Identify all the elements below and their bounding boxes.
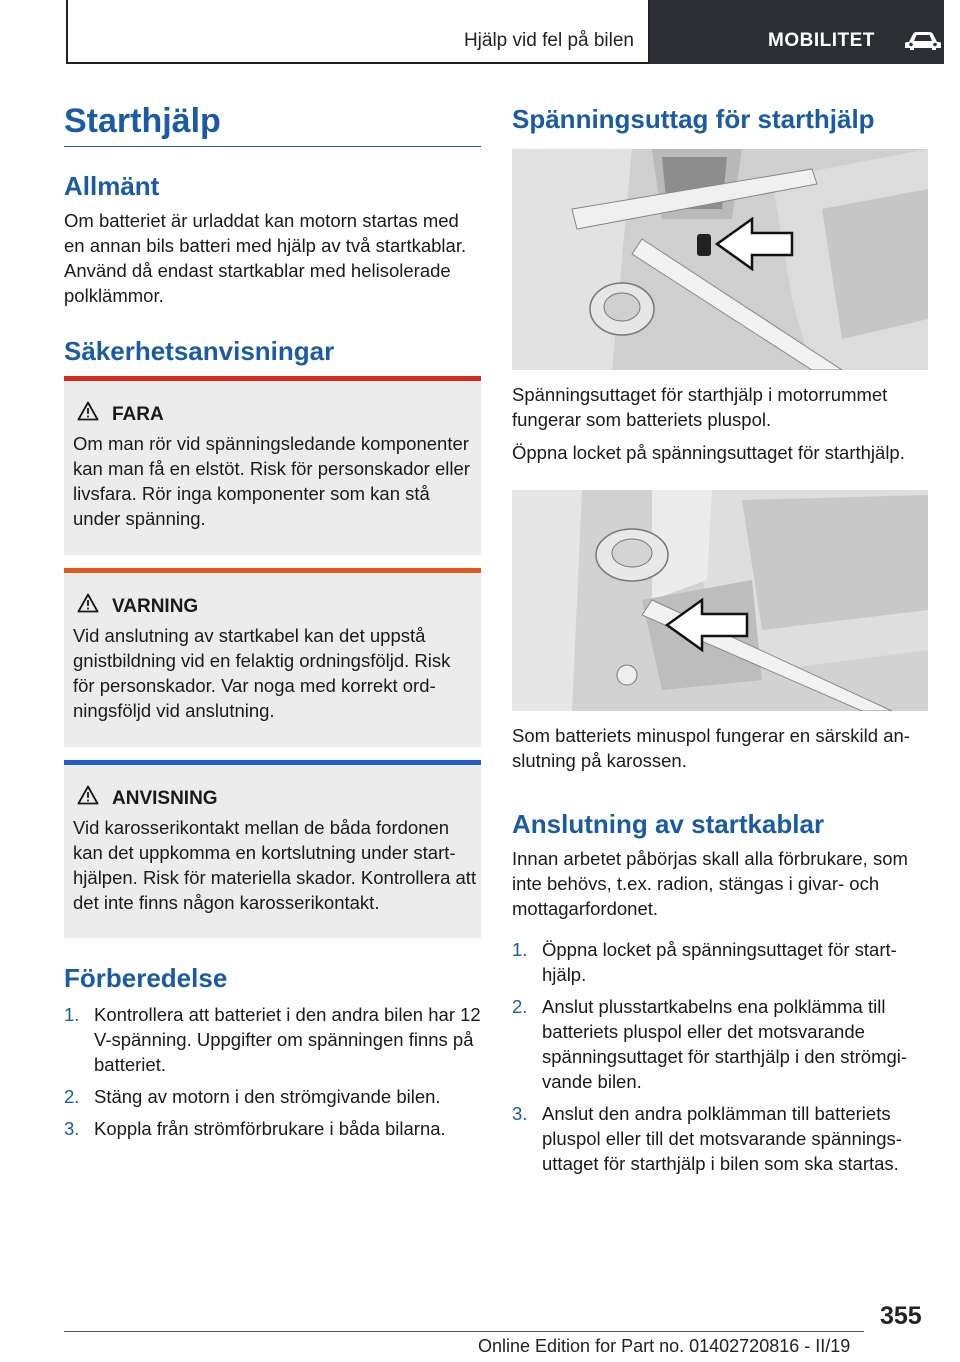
connect-steps-list [512,937,928,1183]
prep-steps-list [64,1002,481,1148]
warning-bar-notice [64,760,481,765]
list-item: 1. Öppna locket på spänningsuttaget för starthjälp. [512,939,897,985]
header-chapter-title: MOBILITET [768,30,875,51]
warning-triangle-icon [77,593,99,613]
engine-illustration [512,490,928,711]
warning-label-caution: VARNING [112,596,199,617]
warning-text-caution: Vid anslutning av startkabel kan det uppstå gnistbildning vid en felaktig ordningsföljd. Risk för personskador. Var noga med korrekt ordningsföljd vid anslutning. [73,625,451,721]
list-item: 1. Kontrollera att batteriet i den andra bilen har 12 V-spänning. Uppgifter om spänningen finns på batteriet. [64,1004,481,1075]
connect-intro-text: Innan arbetet påbörjas skall alla förbrukare, som inte behövs, t.ex. radion, stängas i givar- och mottagarfordonet. [512,848,908,919]
header-chapter-box [650,0,944,64]
list-item: 3. Anslut den andra polklämman till batteriets pluspol eller till det motsvarande spänningsuttaget för starthjälp i bilen som ska startas. [512,1103,902,1174]
caption-minus-terminal: Som batteriets minuspol fungerar en särskild anslutning på karossen. [512,725,910,771]
warning-box-caution [64,568,481,747]
footer-divider [64,1331,864,1332]
header-section-title: Hjälp vid fel på bilen [463,30,634,51]
warning-box-notice [64,760,481,938]
jumpstart-terminal-heading: Spänningsuttag för starthjälp [512,104,875,134]
warning-bar-danger [64,376,481,381]
header-section-box [66,0,650,64]
warning-bar-caution [64,568,481,573]
title-divider [64,146,481,147]
general-text: Om batteriet är urladdat kan motorn startas med en annan bils batteri med hjälp av två startkablar. Använd då endast startkablar med helisolerade polklämmor. [64,210,467,306]
warning-label-danger: FARA [112,404,164,425]
warning-label-notice: ANVISNING [112,788,218,809]
caption-plus-terminal: Spänningsuttaget för starthjälp i motorrummet fungerar som batteriets pluspol. [512,384,888,430]
warning-text-danger: Om man rör vid spänningsledande komponenter kan man få en elstöt. Risk för personskador eller livsfara. Rör inga komponenter som kan stå under spänning. [73,433,470,529]
connect-heading: Anslutning av startkablar [512,809,825,839]
general-heading: Allmänt [64,171,160,201]
page-title: Starthjälp [64,102,221,140]
car-icon [903,30,943,52]
list-item: 2. Anslut plusstartkabelns ena polklämma till batteriets pluspol eller det motsvarande spänningsuttaget för starthjälp i den strömgivande bilen. [512,996,908,1092]
prep-heading: Förberedelse [64,963,228,993]
engine-photo-plus-terminal [512,149,928,370]
footer-edition: Online Edition for Part no. 01402720816 - II/19 [478,1336,851,1356]
safety-heading: Säkerhetsanvisningar [64,336,335,366]
engine-photo-minus-terminal [512,490,928,711]
list-item: 2. Stäng av motorn i den strömgivande bilen. [64,1086,441,1107]
warning-text-notice: Vid karosserikontakt mellan de båda fordonen kan det uppkomma en kortslutning under starthjälpen. Risk för materiella skador. Kontrollera att det inte finns någon karosserikontakt. [73,817,477,913]
list-item: 3. Koppla från strömförbrukare i båda bilarna. [64,1118,446,1139]
engine-illustration [512,149,928,370]
warning-triangle-icon [77,401,99,421]
warning-box-danger [64,376,481,555]
warning-triangle-icon [77,785,99,805]
page-number: 355 [880,1302,922,1330]
caption-open-cover: Öppna locket på spänningsuttaget för starthjälp. [512,442,905,463]
